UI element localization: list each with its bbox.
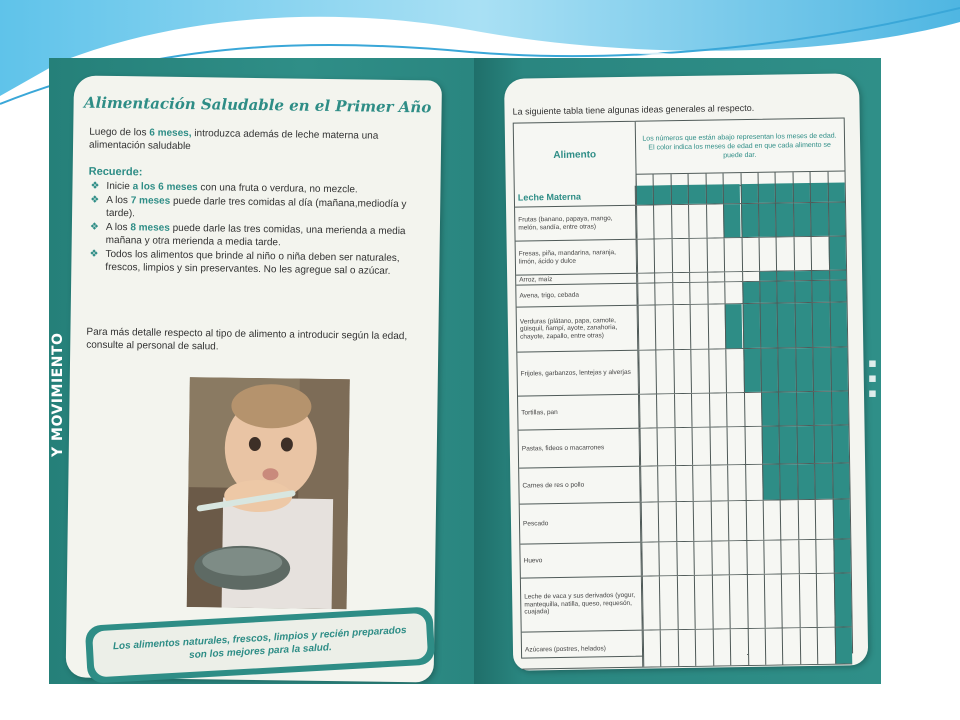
flower-bullet-icon: ❖: [90, 180, 100, 192]
month-cell-allowed: [725, 304, 743, 348]
month-cell-not-allowed: [742, 272, 760, 281]
month-cell-not-allowed: [690, 305, 708, 349]
month-cell-not-allowed: [638, 350, 656, 393]
month-cell-allowed: [775, 183, 793, 202]
recuerde-list: [87, 180, 426, 280]
month-cell-allowed: [797, 464, 815, 499]
month-cell-allowed: [794, 281, 812, 302]
food-label: Tortillas, pan: [518, 395, 640, 430]
month-cell-not-allowed: [671, 205, 689, 238]
month-cell-allowed: [829, 302, 847, 346]
month-cell-not-allowed: [677, 576, 695, 629]
month-cell-not-allowed: [743, 393, 761, 426]
month-cell-allowed: [794, 303, 812, 347]
month-cell-allowed: [761, 393, 779, 426]
spine-label-left: Y MOVIMIENTO: [50, 332, 66, 458]
food-label: Arroz, maíz: [516, 274, 637, 285]
month-cell-not-allowed: [707, 304, 725, 348]
month-cell-not-allowed: [706, 238, 724, 271]
month-cell-not-allowed: [655, 283, 673, 304]
month-cell-allowed: [792, 183, 810, 202]
month-cell-not-allowed: [729, 575, 747, 628]
table-row: [520, 499, 851, 544]
month-cell-allowed: [828, 202, 846, 235]
month-cell-not-allowed: [694, 542, 712, 575]
table-row: [517, 302, 848, 352]
month-cell-not-allowed: [676, 502, 694, 541]
month-cell-allowed: [796, 426, 814, 463]
month-cell-not-allowed: [636, 205, 654, 238]
month-cell-allowed: [830, 347, 848, 390]
month-cell-not-allowed: [799, 574, 817, 627]
month-cell-not-allowed: [642, 576, 660, 629]
month-cell-not-allowed: [746, 541, 764, 574]
food-label: Avena, trigo, cebada: [516, 284, 637, 307]
month-cell-not-allowed: [656, 394, 674, 427]
month-cell-allowed: [812, 303, 830, 347]
month-cell-not-allowed: [659, 576, 677, 629]
month-cell-allowed: [834, 627, 852, 663]
month-cell-not-allowed: [641, 502, 659, 541]
left-page: [66, 75, 442, 682]
month-cell-allowed: [776, 271, 794, 280]
month-cell-allowed: [833, 539, 851, 572]
page-title: Alimentación Saludable en el Primer Año: [83, 93, 432, 117]
month-cell-allowed: [653, 185, 671, 204]
month-cell-allowed: [832, 463, 850, 498]
table-row: [520, 539, 850, 578]
table-row: [519, 425, 850, 468]
month-cell-not-allowed: [656, 350, 674, 393]
month-cell-allowed: [758, 184, 776, 203]
month-cell-not-allowed: [693, 502, 711, 541]
month-cell-not-allowed: [672, 305, 690, 349]
month-cell-allowed: [775, 203, 793, 236]
month-cell-not-allowed: [675, 466, 693, 501]
month-cell-allowed: [723, 184, 741, 203]
month-cell-allowed: [636, 185, 654, 204]
month-cell-not-allowed: [797, 500, 815, 539]
flower-bullet-icon: ❖: [89, 221, 99, 233]
month-cell-allowed: [741, 204, 759, 237]
month-cell-not-allowed: [793, 237, 811, 270]
month-cell-not-allowed: [724, 238, 742, 271]
month-cell-not-allowed: [782, 628, 800, 664]
header-food: Alimento: [514, 122, 637, 188]
month-cell-allowed: [760, 349, 778, 392]
month-cell-allowed: [761, 427, 779, 464]
month-cell-not-allowed: [659, 542, 677, 575]
month-cell-allowed: [740, 184, 758, 203]
month-cell-not-allowed: [799, 628, 817, 664]
month-cell-allowed: [758, 204, 776, 237]
month-cell-not-allowed: [674, 428, 692, 465]
month-cell-allowed: [833, 573, 851, 626]
month-cell-not-allowed: [694, 576, 712, 629]
food-age-table: [513, 117, 853, 658]
table-row: [519, 463, 850, 504]
month-cell-allowed: [810, 203, 828, 236]
month-cell-not-allowed: [728, 541, 746, 574]
month-cell-allowed: [742, 304, 760, 348]
month-cell-not-allowed: [692, 466, 710, 501]
month-cell-not-allowed: [816, 574, 834, 627]
month-cell-allowed: [832, 499, 850, 538]
list-item: ❖ A los 7 meses puede darle tres comidas al día (mañana,mediodía y tarde).: [90, 194, 407, 220]
month-cell-allowed: [759, 272, 777, 281]
right-page: [504, 73, 868, 671]
month-cell-not-allowed: [672, 273, 690, 282]
month-cell-not-allowed: [660, 630, 678, 666]
month-cell-allowed: [779, 426, 797, 463]
spine-label-right: ▪▪▪: [865, 355, 880, 401]
month-cell-not-allowed: [725, 349, 743, 392]
month-cell-not-allowed: [811, 237, 829, 270]
month-cell-allowed: [762, 465, 780, 500]
month-cell-not-allowed: [765, 628, 783, 664]
month-cell-not-allowed: [706, 204, 724, 237]
month-cell-not-allowed: [746, 575, 764, 628]
month-cell-allowed: [814, 426, 832, 463]
month-cell-not-allowed: [710, 501, 728, 540]
month-cell-allowed: [743, 349, 761, 392]
month-cell-allowed: [794, 271, 812, 280]
month-cell-not-allowed: [707, 272, 725, 281]
month-cell-not-allowed: [710, 465, 728, 500]
table-row: [521, 573, 852, 632]
month-cell-not-allowed: [692, 428, 710, 465]
month-cell-allowed: [827, 182, 845, 201]
month-cell-not-allowed: [780, 500, 798, 539]
month-cell-not-allowed: [764, 574, 782, 627]
month-cell-not-allowed: [653, 205, 671, 238]
month-cell-not-allowed: [728, 501, 746, 540]
month-cell-allowed: [759, 304, 777, 348]
month-cell-not-allowed: [638, 305, 656, 349]
month-cell-allowed: [723, 204, 741, 237]
month-cell-not-allowed: [707, 282, 725, 303]
flower-bullet-icon: ❖: [89, 248, 99, 260]
baby-photo: [187, 377, 350, 609]
month-cell-not-allowed: [727, 465, 745, 500]
month-cell-allowed: [778, 348, 796, 391]
month-cell-allowed: [812, 348, 830, 391]
month-cell-allowed: [814, 464, 832, 499]
food-label: Leche Materna: [515, 186, 636, 207]
month-cell-not-allowed: [643, 630, 661, 666]
month-cell-allowed: [777, 303, 795, 347]
food-label: Frijoles, garbanzos, lentejas y alverjas: [517, 351, 639, 396]
food-label: Huevo: [520, 543, 642, 578]
month-cell-allowed: [828, 236, 846, 269]
month-cell-allowed: [829, 280, 847, 301]
food-label: Pescado: [520, 503, 642, 544]
month-cell-not-allowed: [657, 428, 675, 465]
recuerde-heading: Recuerde:: [88, 165, 143, 179]
month-cell-not-allowed: [640, 428, 658, 465]
month-cell-not-allowed: [639, 394, 657, 427]
month-cell-allowed: [778, 392, 796, 425]
month-cell-not-allowed: [691, 394, 709, 427]
month-cell-not-allowed: [655, 305, 673, 349]
table-row: [518, 391, 848, 430]
month-cell-not-allowed: [637, 239, 655, 272]
month-cell-allowed: [777, 281, 795, 302]
month-cell-not-allowed: [711, 541, 729, 574]
month-cell-not-allowed: [691, 350, 709, 393]
list-item: ❖ Todos los alimentos que brinde al niño o niña deben ser naturales, frescos, limpios y sin preservantes. No les agregue sal o azúcar.: [89, 248, 400, 277]
month-cell-not-allowed: [655, 273, 673, 282]
food-label: Pastas, fideos o macarrones: [519, 429, 641, 468]
month-cell-not-allowed: [798, 540, 816, 573]
flower-bullet-icon: ❖: [90, 194, 100, 206]
food-label: Azúcares (postres, helados): [522, 631, 644, 669]
month-cell-not-allowed: [637, 273, 655, 282]
month-cell-not-allowed: [712, 629, 730, 665]
detail-paragraph: Para más detalle respecto al tipo de alimento a introducir según la edad, consulte al personal de salud.: [86, 326, 408, 353]
month-cell-allowed: [793, 203, 811, 236]
month-cell-not-allowed: [781, 540, 799, 573]
month-cell-allowed: [829, 270, 847, 279]
intro-paragraph: Luego de los 6 meses, introduzca además de leche materna una alimentación saludable: [88, 126, 379, 153]
month-cell-not-allowed: [724, 272, 742, 281]
month-cell-not-allowed: [712, 575, 730, 628]
month-cell-not-allowed: [695, 630, 713, 666]
month-cell-not-allowed: [776, 237, 794, 270]
month-cell-allowed: [779, 464, 797, 499]
table-row: [522, 627, 853, 669]
month-cell-not-allowed: [726, 393, 744, 426]
month-cell-not-allowed: [658, 466, 676, 501]
month-cell-not-allowed: [815, 540, 833, 573]
month-cell-not-allowed: [709, 393, 727, 426]
food-label: Leche de vaca y sus derivados (yogur, mantequilla, natilla, queso, requesón, cuajada): [521, 577, 643, 632]
month-cell-not-allowed: [641, 542, 659, 575]
list-item: ❖ A los 8 meses puede darle las tres comidas, una merienda a media mañana y otra merienda a media tarde.: [89, 221, 406, 249]
month-cell-not-allowed: [727, 427, 745, 464]
month-cell-allowed: [810, 183, 828, 202]
month-cell-not-allowed: [724, 282, 742, 303]
month-cell-not-allowed: [817, 628, 835, 664]
month-cell-not-allowed: [676, 542, 694, 575]
month-cell-not-allowed: [674, 394, 692, 427]
month-cell-not-allowed: [678, 630, 696, 666]
month-cell-not-allowed: [745, 501, 763, 540]
table-row: [515, 202, 845, 241]
month-cell-allowed: [705, 184, 723, 203]
food-label: Carnes de res o pollo: [519, 467, 641, 504]
month-cell-allowed: [831, 425, 849, 462]
month-cell-allowed: [742, 282, 760, 303]
month-cell-not-allowed: [690, 283, 708, 304]
month-cell-allowed: [671, 185, 689, 204]
list-item: ❖ Inicie a los 6 meses con una fruta o verdura, no mezcle.: [90, 180, 358, 196]
month-cell-not-allowed: [763, 541, 781, 574]
month-cell-not-allowed: [781, 574, 799, 627]
month-cell-allowed: [759, 282, 777, 303]
food-label: Verduras (plátano, papa, camote, güisquil, ñampí, ayote, zanahoria, chayote, zapallo, entre otras): [517, 306, 639, 352]
month-cell-not-allowed: [708, 349, 726, 392]
month-cell-not-allowed: [688, 205, 706, 238]
month-cell-not-allowed: [658, 502, 676, 541]
month-cell-allowed: [813, 392, 831, 425]
month-cell-not-allowed: [747, 629, 765, 665]
month-cell-allowed: [811, 271, 829, 280]
month-cell-not-allowed: [671, 239, 689, 272]
month-cell-not-allowed: [745, 465, 763, 500]
month-cell-not-allowed: [672, 283, 690, 304]
month-cell-not-allowed: [640, 466, 658, 501]
month-cell-not-allowed: [637, 283, 655, 304]
month-cell-not-allowed: [758, 238, 776, 271]
banner-text: Los alimentos naturales, frescos, limpios y recién preparados son los mejores para la salud.: [112, 624, 407, 662]
month-cell-not-allowed: [730, 629, 748, 665]
month-cell-not-allowed: [763, 501, 781, 540]
month-cell-allowed: [811, 281, 829, 302]
food-label: Fresas, piña, mandarina, naranja, limón, ácido y dulce: [516, 240, 638, 275]
month-cell-not-allowed: [815, 500, 833, 539]
month-cell-not-allowed: [673, 350, 691, 393]
month-cell-not-allowed: [689, 239, 707, 272]
month-cell-allowed: [796, 392, 814, 425]
month-cell-allowed: [831, 391, 849, 424]
table-row: [517, 347, 848, 396]
month-cell-not-allowed: [654, 239, 672, 272]
month-cell-not-allowed: [744, 427, 762, 464]
month-cell-not-allowed: [709, 427, 727, 464]
food-label: Frutas (banano, papaya, mango, melón, sandía, entre otras): [515, 206, 637, 241]
header-months: Los números que están abajo representan los meses de edad. El color indica los meses de edad en que cada alimento se puede dar.: [642, 132, 837, 159]
month-cell-not-allowed: [741, 238, 759, 271]
message-banner: [85, 606, 436, 683]
table-intro: La siguiente tabla tiene algunas ideas generales al respecto.: [512, 102, 755, 117]
booklet-photo: [49, 58, 881, 684]
month-cell-not-allowed: [689, 273, 707, 282]
month-cell-allowed: [688, 185, 706, 204]
table-row: [516, 236, 846, 275]
month-cell-allowed: [795, 348, 813, 391]
